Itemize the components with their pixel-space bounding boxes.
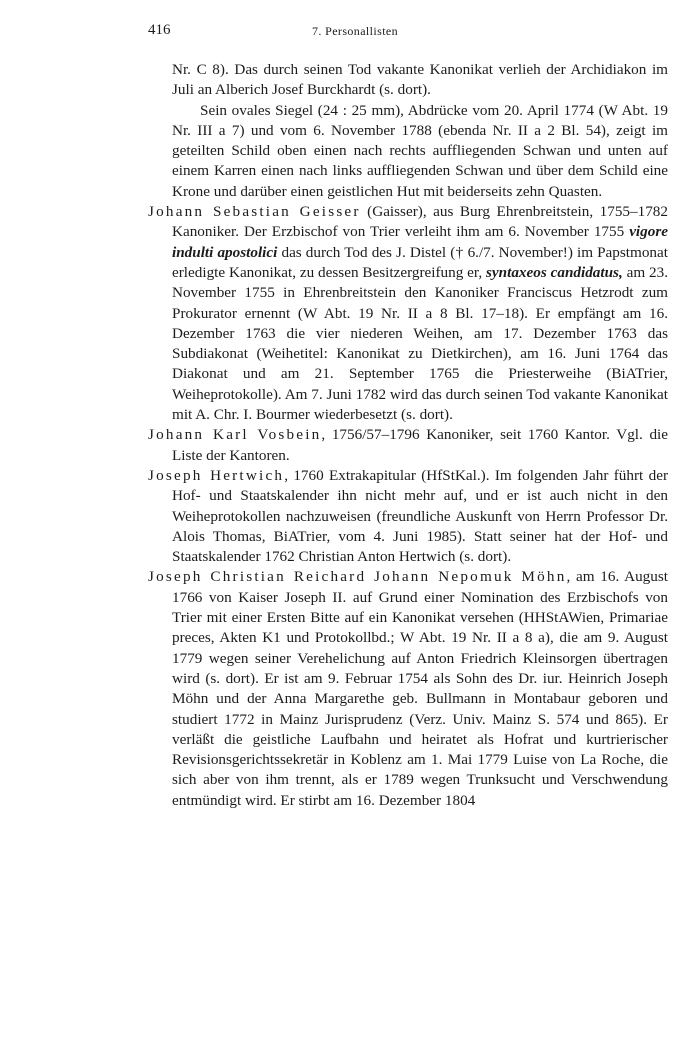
entry-name: Johann Karl Vosbein [148, 426, 322, 444]
running-head: 7. Personallisten [311, 24, 399, 38]
entry-italic-phrase: syntaxeos candidatus, [486, 263, 623, 281]
entry-hertwich [148, 466, 668, 567]
entry-text: , 1756/57–1796 Kanoniker, seit 1760 Kantor. Vgl. die Liste der Kantoren. [172, 426, 668, 464]
entry-text: , 1760 Extrakapitular (HfStKal.). Im folgenden Jahr führt der Hof- und Staatskalender ihn nicht mehr auf, und er ist auch nicht in den Weiheprotokollen nachzuweisen (freundliche Auskunft von Herrn Professor Dr. Alois Thomas, BiATrier, vom 4. Juni 1985). Statt seiner hat der Hof- und Staatskalender 1762 Christian Anton Hertwich (s. dort). [172, 466, 668, 566]
page-number: 416 [148, 22, 171, 38]
body-text [148, 60, 668, 811]
page-header [148, 22, 562, 42]
continuation-paragraph: Nr. C 8). Das durch seinen Tod vakante Kanonikat verlieh der Archidiakon im Juli an Alberich Josef Burckhardt (s. dort). [172, 61, 668, 99]
seal-description-paragraph: Sein ovales Siegel (24 : 25 mm), Abdrücke vom 20. April 1774 (W Abt. 19 Nr. III a 7) und vom 6. November 1788 (ebenda Nr. II a 2 Bl. 54), zeigt im geteilten Schild oben einen nach rechts auffliegenden Schwan und unten auf einem Karren einen nach links auffliegenden Schwan und über dem Schild eine Krone und darüber einen geistlichen Hut mit beiderseits zehn Quasten. [172, 101, 668, 200]
entry-italic-phrase: vigore indulti apostolici [172, 223, 668, 261]
entry-vosbein [148, 425, 668, 466]
entry-name: Johann Sebastian Geisser [148, 203, 361, 221]
entry-geisser [148, 202, 668, 425]
entry-moehn [148, 567, 668, 811]
entry-name: Joseph Hertwich [148, 466, 285, 484]
entry-text: am 23. November 1755 in Ehrenbreitstein den Kanoniker Franciscus Hetzrodt zum Prokurator ernennt (W Abt. 19 Nr. II a 8 Bl. 17–18). Er empfängt am 16. Dezember 1763 die vier niederen Weihen, am 17. Dezember 1763 das Subdiakonat (Weihetitel: Kanonikat zu Dietkirchen), am 16. Juni 1764 das Diakonat und am 21. September 1765 die Priesterweihe (BiATrier, Weiheprotokolle). Am 7. Juni 1782 wird das durch seinen Tod vakante Kanonikat mit A. Chr. I. Bourmer wiederbesetzt (s. dort). [172, 263, 669, 424]
entry-text: das durch Tod des J. Distel († 6./7. November!) im Papstmonat erledigte Kanonikat, zu dessen Besitzergreifung er, [172, 243, 668, 281]
entry-name: Joseph Christian Reichard Johann Nepomuk Möhn [148, 568, 567, 586]
entry-text: , am 16. August 1766 von Kaiser Joseph II. auf Grund einer Nomination des Erzbischofs von Trier mit einer Ersten Bitte auf ein Kanonikat versehen (HHStAWien, Primariae preces, Akten K1 und Protokollbd.; W Abt. 19 Nr. II a 8 a), die am 9. August 1779 wegen seiner Verehelichung auf Anton Friedrich Kleinsorgen übertragen wird (s. dort). Er ist am 9. Februar 1754 als Sohn des Dr. iur. Heinrich Joseph Möhn und der Anna Margarethe geb. Bullmann in Montabaur geboren und studiert 1772 in Mainz Jurisprudenz (Verz. Univ. Mainz S. 574 und 865). Er verläßt die geistliche Laufbahn und heiratet als Hofrat und kurtrierischer Revisionsgerichtssekretär in Koblenz am 1. Mai 1779 Luise von La Roche, die sich aber von ihm trennt, als er 1789 wegen Trunksucht und Verschwendung entmündigt wird. Er stirbt am 16. Dezember 1804 [172, 568, 668, 809]
entry-text: (Gaisser), aus Burg Ehrenbreitstein, 1755–1782 Kanoniker. Der Erzbischof von Trier verleiht ihm am 6. November 1755 [172, 203, 668, 241]
